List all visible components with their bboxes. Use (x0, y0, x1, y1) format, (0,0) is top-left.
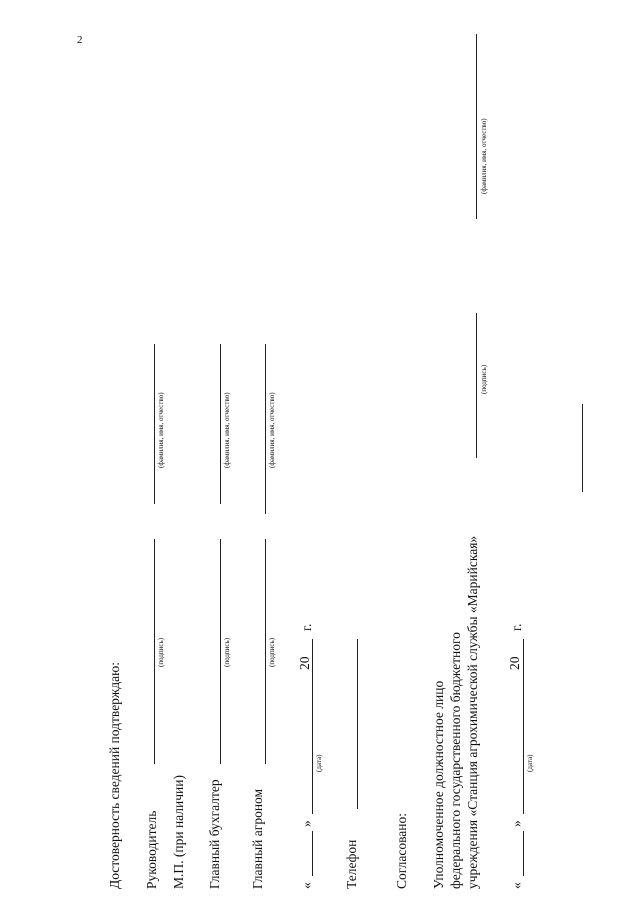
date1-year-prefix: 20 (297, 656, 312, 670)
accountant-signature-caption: (подпись) (223, 637, 231, 667)
official-signature-line (476, 313, 477, 458)
date2-day-line (523, 831, 524, 876)
date2-open-quote: « (509, 882, 524, 889)
date2-year-suffix: г. (509, 623, 524, 631)
head-signature-line (154, 539, 155, 764)
agronomist-signature-line (265, 539, 266, 764)
date1-year-line (312, 639, 313, 654)
official-line-2: федерального государственного бюджетного (448, 632, 463, 889)
official-fio-caption: (фамилия, имя, отчество) (480, 118, 488, 194)
agronomist-fio-caption: (фамилия, имя, отчество) (268, 392, 276, 468)
official-line-1: Уполномоченное должностное лицо (431, 680, 446, 889)
date2-year-line (523, 639, 524, 654)
accountant-fio-line (220, 344, 221, 504)
footnote-separator (582, 404, 583, 492)
official-signature-caption: (подпись) (480, 364, 488, 394)
accountant-fio-caption: (фамилия, имя, отчество) (223, 392, 231, 468)
head-fio-line (154, 344, 155, 504)
official-fio-line (476, 34, 477, 219)
head-label: Руководитель (144, 810, 159, 889)
phone-label: Телефон (344, 839, 359, 889)
agronomist-label: Главный агроном (250, 788, 265, 889)
agreed-label: Согласовано: (394, 813, 409, 889)
agronomist-signature-caption: (подпись) (268, 637, 276, 667)
agronomist-fio-line (265, 344, 266, 514)
date2-caption: (дата) (526, 754, 534, 772)
date1-caption: (дата) (315, 754, 323, 772)
head-signature-caption: (подпись) (157, 637, 165, 667)
date1-open-quote: « (299, 882, 314, 889)
stamp-label: М.П. (при наличии) (171, 775, 186, 889)
official-line-3: учреждения «Станция агрохимической службы «Марийская» (465, 535, 480, 889)
date1-day-line (312, 831, 313, 876)
accountant-signature-line (220, 539, 221, 764)
date1-year-suffix: г. (299, 623, 314, 631)
date2-month-line (523, 654, 524, 814)
head-fio-caption: (фамилия, имя, отчество) (157, 392, 165, 468)
phone-line (357, 639, 358, 809)
date1-close-quote: » (299, 820, 314, 827)
date1-month-line (312, 654, 313, 814)
accountant-label: Главный бухгалтер (207, 779, 222, 889)
confirm-heading: Достоверность сведений подтверждаю: (107, 662, 122, 889)
date2-year-prefix: 20 (507, 656, 522, 670)
page-number: 2 (77, 34, 83, 46)
date2-close-quote: » (509, 820, 524, 827)
